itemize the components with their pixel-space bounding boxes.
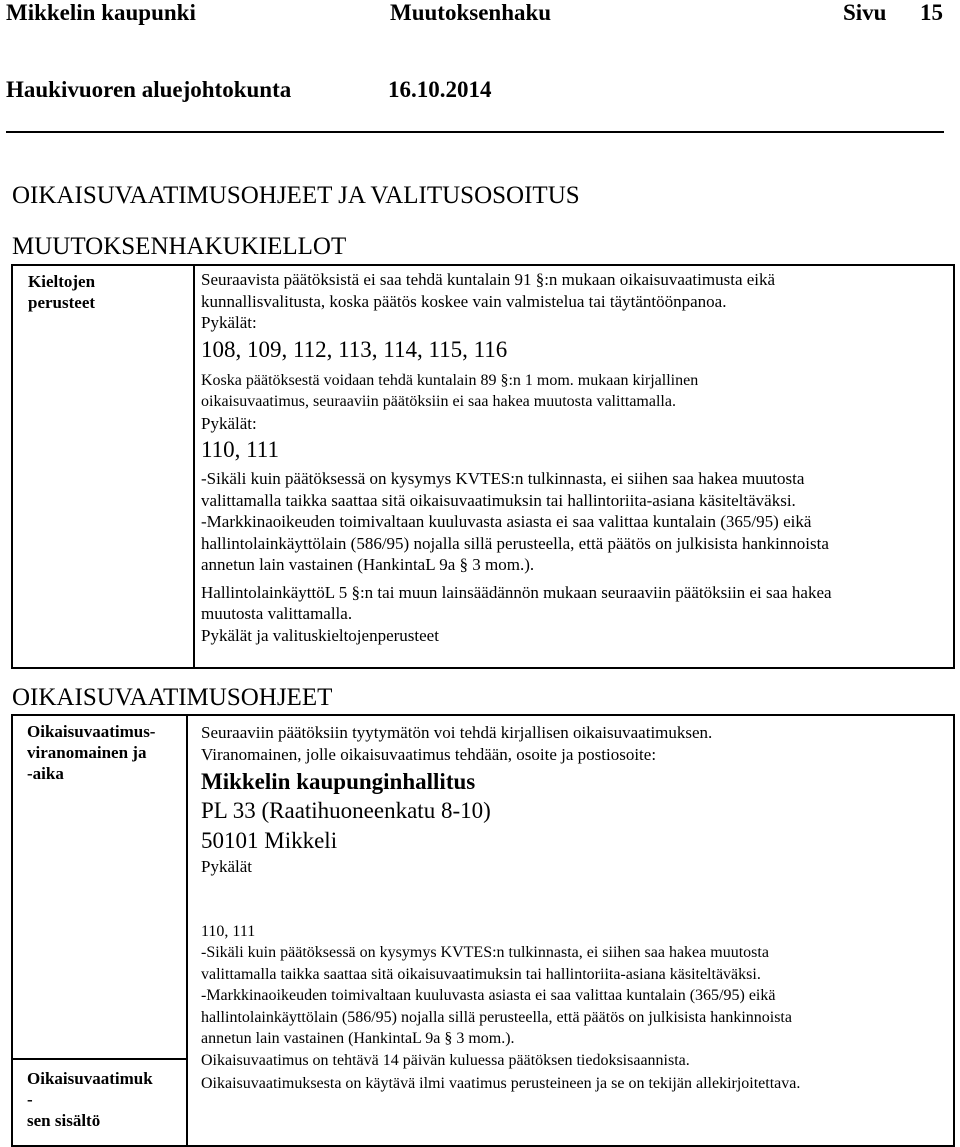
text-line: -Sikäli kuin päätöksessä on kysymys KVTES:n tulkinnasta, ei siihen saa hakea muutosta: [201, 944, 769, 961]
text-line: Pykälät:: [201, 413, 257, 433]
text-line: Viranomainen, jolle oikaisuvaatimus tehdään, osoite ja postiosoite:: [201, 744, 657, 764]
label-line: Oikaisuvaatimuk: [27, 1069, 153, 1088]
label-line: sen sisältö: [27, 1111, 101, 1130]
text-line: HallintolainkäyttöL 5 §:n tai muun lainsäädännön mukaan seuraaviin päätöksiin ei saa hakea: [201, 582, 832, 602]
text-line: 108, 109, 112, 113, 114, 115, 116: [201, 336, 508, 362]
section1-content-cell: [194, 265, 954, 668]
text-line: 110, 111: [201, 922, 256, 940]
section2-content-cell: [187, 715, 954, 1146]
label-line: Oikaisuvaatimus-: [27, 722, 156, 741]
text-line: Pykälät ja valituskieltojenperusteet: [201, 625, 439, 645]
meeting-date: 16.10.2014: [388, 77, 492, 102]
document-type: Muutoksenhaku: [390, 0, 552, 25]
text-line: valittamalla taikka saattaa sitä oikaisuvaatimuksin tai hallintoriita-asiana käsiteltäväksi.: [201, 490, 796, 510]
text-line: Seuraavista päätöksistä ei saa tehdä kuntalain 91 §:n mukaan oikaisuvaatimusta eikä: [201, 270, 776, 289]
text-line: annetun lain vastainen (HankintaL 9a § 3 mom.).: [201, 555, 535, 574]
text-line: -Markkinaoikeuden toimivaltaan kuuluvasta asiasta ei saa valittaa kuntalain (365/95) eikä: [201, 987, 776, 1004]
text-line: hallintolainkäyttölain (586/95) nojalla sillä perusteella, että päätös on julkisista hankinnoista: [201, 1008, 792, 1026]
label-line: -aika: [27, 764, 64, 783]
text-line: oikaisuvaatimus, seuraaviin päätöksiin ei saa hakea muutosta valittamalla.: [201, 393, 676, 410]
section2-table: [11, 714, 955, 1147]
text-line: -Markkinaoikeuden toimivaltaan kuuluvasta asiasta ei saa valittaa kuntalain (365/95) eikä: [201, 512, 812, 531]
text-line: -Sikäli kuin päätöksessä on kysymys KVTES:n tulkinnasta, ei siihen saa hakea muutosta: [201, 469, 805, 488]
text-line: Seuraaviin päätöksiin tyytymätön voi tehdä kirjallisen oikaisuvaatimuksen.: [201, 723, 713, 742]
label-line: viranomainen ja: [27, 743, 147, 762]
content-label-cell: [12, 1059, 187, 1146]
text-line: Pykälät:: [201, 313, 257, 332]
text-line: muutosta valittamalla.: [201, 604, 353, 623]
authority-address: PL 33 (Raatihuoneenkatu 8-10): [201, 798, 491, 823]
authority-name: Mikkelin kaupunginhallitus: [201, 769, 476, 794]
text-line: kunnallisvalitusta, koska päätös koskee vain valmistelua tai täytäntöönpanoa.: [201, 291, 727, 311]
org-name: Mikkelin kaupunki: [6, 0, 196, 25]
page-number: 15: [920, 0, 943, 25]
text-line: Pykälät: [201, 857, 252, 876]
section-title-kiellot: MUUTOKSENHAKUKIELLOT: [12, 233, 347, 260]
text-line: Koska päätöksestä voidaan tehdä kuntalain 89 §:n 1 mom. mukaan kirjallinen: [201, 371, 699, 389]
label-line: perusteet: [28, 293, 96, 312]
page-label: Sivu: [843, 0, 887, 25]
text-line: 110, 111: [201, 437, 279, 462]
section1-label-cell: [12, 265, 194, 668]
text-line: hallintolainkäyttölain (586/95) nojalla sillä perusteella, että päätös on julkisista hankinnoista: [201, 533, 829, 553]
label-line: -: [27, 1090, 33, 1109]
text-line: Oikaisuvaatimus on tehtävä 14 päivän kuluessa päätöksen tiedoksisaannista.: [201, 1051, 690, 1069]
committee-name: Haukivuoren aluejohtokunta: [6, 77, 292, 102]
main-title: OIKAISUVAATIMUSOHJEET JA VALITUSOSOITUS: [12, 182, 580, 209]
header-rule: [6, 131, 944, 133]
text-line: annetun lain vastainen (HankintaL 9a § 3 mom.).: [201, 1030, 515, 1047]
authority-postal: 50101 Mikkeli: [201, 828, 338, 853]
text-line: Oikaisuvaatimuksesta on käytävä ilmi vaatimus perusteineen ja se on tekijän allekirjoitettava.: [201, 1075, 801, 1092]
label-line: Kieltojen: [28, 272, 96, 291]
text-line: valittamalla taikka saattaa sitä oikaisuvaatimuksin tai hallintoriita-asiana käsiteltäväksi.: [201, 965, 761, 983]
section-title-ohjeet: OIKAISUVAATIMUSOHJEET: [12, 684, 333, 711]
authority-label-cell: [12, 715, 187, 1059]
section1-table: [11, 264, 955, 669]
